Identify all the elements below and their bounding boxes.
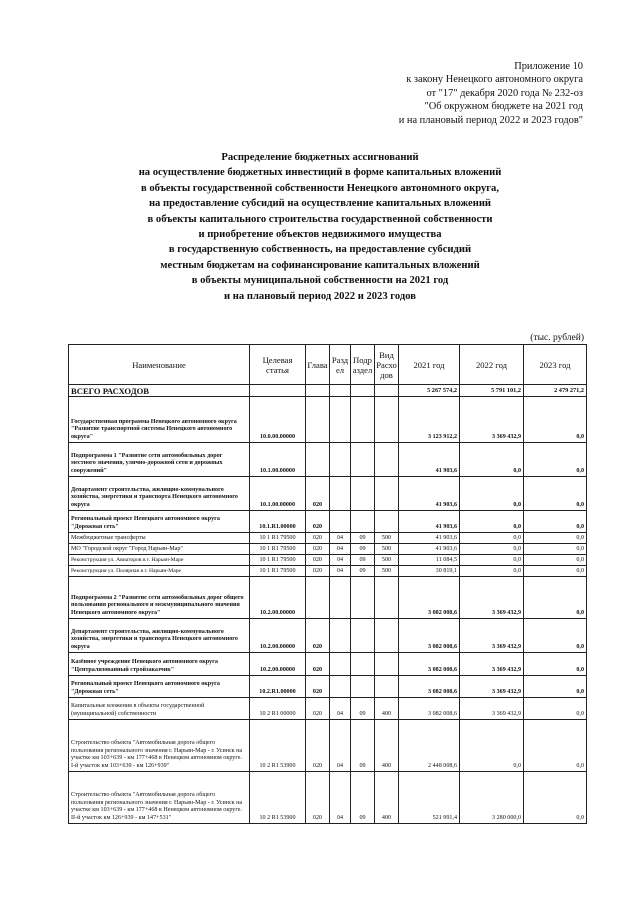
- cell-podrazdel: 09: [351, 720, 375, 772]
- cell-target: 10 2 R1 53900: [250, 720, 306, 772]
- cell-2023: 0,0: [524, 555, 587, 566]
- cell-target: 10 1 R1 79500: [250, 566, 306, 577]
- cell-name: Капитальные вложения в объекты государственной (муниципальной) собственности: [69, 698, 250, 720]
- cell-vid: [375, 653, 399, 676]
- cell-name: ВСЕГО РАСХОДОВ: [69, 385, 250, 397]
- title-line: и на плановый период 2022 и 2023 годов: [224, 290, 416, 302]
- table-row: [69, 544, 587, 555]
- cell-vid: 400: [375, 698, 399, 720]
- cell-2021: 3 082 008,6: [399, 698, 460, 720]
- cell-glava: [306, 443, 330, 477]
- cell-vid: [375, 619, 399, 653]
- table-row: [69, 385, 587, 397]
- cell-podrazdel: [351, 619, 375, 653]
- header-razdel: Разд ел: [330, 345, 351, 385]
- header-podrazdel: Подр аздел: [351, 345, 375, 385]
- table-row: [69, 443, 587, 477]
- cell-name: Департамент строительства, жилищно-коммунального хозяйства, энергетики и транспорта Ненецкого автономного округа: [69, 477, 250, 511]
- cell-2022: 3 369 432,9: [460, 653, 524, 676]
- table-row: [69, 698, 587, 720]
- cell-2022: 0,0: [460, 566, 524, 577]
- cell-vid: [375, 477, 399, 511]
- cell-2023: 2 479 271,2: [524, 385, 587, 397]
- header-2022: 2022 год: [460, 345, 524, 385]
- table-row: [69, 555, 587, 566]
- cell-2022: 3 369 432,9: [460, 676, 524, 698]
- cell-vid: [375, 443, 399, 477]
- cell-2022: 0,0: [460, 511, 524, 533]
- cell-name: Департамент строительства, жилищно-коммунального хозяйства, энергетики и транспорта Ненецкого автономного округа: [69, 619, 250, 653]
- cell-2023: 0,0: [524, 533, 587, 544]
- cell-podrazdel: [351, 676, 375, 698]
- cell-vid: [375, 511, 399, 533]
- cell-glava: 020: [306, 544, 330, 555]
- cell-target: 10.2.00.00000: [250, 577, 306, 619]
- title-line: Распределение бюджетных ассигнований: [221, 152, 419, 163]
- cell-2021: 3 082 008,6: [399, 653, 460, 676]
- cell-glava: [306, 385, 330, 397]
- header-target: Целевая статья: [250, 345, 306, 385]
- cell-name: Подпрограмма 1 "Развитие сети автомобильных дорог местного значения, улично-дорожной сети и дорожных сооружений": [69, 443, 250, 477]
- header-vid: Вид Расхо дов: [375, 345, 399, 385]
- document-title: [82, 150, 558, 304]
- cell-glava: 020: [306, 619, 330, 653]
- cell-2023: 0,0: [524, 619, 587, 653]
- cell-target: 10 1 R1 79500: [250, 555, 306, 566]
- cell-vid: 400: [375, 772, 399, 824]
- cell-2022: 0,0: [460, 555, 524, 566]
- cell-podrazdel: [351, 511, 375, 533]
- cell-podrazdel: 09: [351, 544, 375, 555]
- cell-vid: [375, 397, 399, 443]
- cell-glava: 020: [306, 720, 330, 772]
- cell-vid: [375, 385, 399, 397]
- cell-glava: [306, 577, 330, 619]
- cell-2021: 30 819,1: [399, 566, 460, 577]
- cell-name: Строительство объекта "Автомобильная дорога общего пользования регионального значения г. Нарьян-Мар - г. Усинск на участке км 103+639 - км 177+468 в Ненецком автономном округе. I-й участок км 103+639 - км 126+939": [69, 720, 250, 772]
- table-row: [69, 720, 587, 772]
- cell-glava: 020: [306, 698, 330, 720]
- cell-razdel: 04: [330, 555, 351, 566]
- cell-razdel: 04: [330, 544, 351, 555]
- cell-2022: 0,0: [460, 544, 524, 555]
- cell-glava: 020: [306, 477, 330, 511]
- cell-podrazdel: 09: [351, 533, 375, 544]
- cell-name: Региональный проект Ненецкого автономного округа "Дорожная сеть": [69, 511, 250, 533]
- appendix-line: к закону Ненецкого автономного округа: [406, 74, 583, 86]
- cell-target: 10.2.R1.00000: [250, 676, 306, 698]
- table-row: [69, 676, 587, 698]
- cell-podrazdel: [351, 577, 375, 619]
- cell-name: Подпрограмма 2 "Развитие сети автомобильных дорог общего пользования регионального и межмуниципального значения Ненецкого автономного округа": [69, 577, 250, 619]
- table-row: [69, 511, 587, 533]
- cell-2023: 0,0: [524, 720, 587, 772]
- title-line: в объекты государственной собственности Ненецкого автономного округа,: [141, 182, 499, 194]
- cell-razdel: [330, 397, 351, 443]
- cell-razdel: [330, 676, 351, 698]
- cell-glava: [306, 397, 330, 443]
- cell-2023: 0,0: [524, 544, 587, 555]
- cell-2021: 3 082 008,6: [399, 619, 460, 653]
- cell-glava: 020: [306, 566, 330, 577]
- cell-2022: 3 369 432,9: [460, 397, 524, 443]
- table-row: [69, 772, 587, 824]
- appendix-line: Приложение 10: [514, 61, 583, 72]
- appendix-line: от "17" декабря 2020 года № 232-оз: [426, 87, 583, 99]
- cell-2023: 0,0: [524, 653, 587, 676]
- header-2023: 2023 год: [524, 345, 587, 385]
- title-line: на предоставление субсидий на осуществление капитальных вложений: [148, 198, 492, 210]
- cell-2022: 0,0: [460, 533, 524, 544]
- appendix-reference: [343, 60, 583, 127]
- cell-razdel: [330, 443, 351, 477]
- cell-2023: 0,0: [524, 772, 587, 824]
- cell-glava: 020: [306, 772, 330, 824]
- table-row: [69, 653, 587, 676]
- cell-podrazdel: 09: [351, 555, 375, 566]
- title-line: на осуществление бюджетных инвестиций в форме капитальных вложений: [138, 167, 502, 179]
- cell-2021: 41 903,6: [399, 477, 460, 511]
- cell-vid: 500: [375, 555, 399, 566]
- cell-target: 10.0.00.00000: [250, 397, 306, 443]
- cell-podrazdel: 09: [351, 698, 375, 720]
- cell-2021: 5 267 574,2: [399, 385, 460, 397]
- cell-2021: 3 082 008,6: [399, 676, 460, 698]
- cell-target: 10.2.00.00000: [250, 653, 306, 676]
- cell-2022: 3 369 432,9: [460, 619, 524, 653]
- cell-2023: 0,0: [524, 676, 587, 698]
- cell-name: Реконструкция ул. Авиаторов в г. Нарьян-Маре: [69, 555, 250, 566]
- cell-podrazdel: [351, 653, 375, 676]
- cell-2022: 3 369 432,9: [460, 698, 524, 720]
- cell-razdel: [330, 385, 351, 397]
- title-line: в государственную собственность, на предоставление субсидий: [168, 244, 472, 256]
- cell-razdel: 04: [330, 698, 351, 720]
- cell-glava: 020: [306, 676, 330, 698]
- cell-2021: 3 123 912,2: [399, 397, 460, 443]
- cell-2021: 11 084,5: [399, 555, 460, 566]
- cell-glava: 020: [306, 555, 330, 566]
- units-label: (тыс. рублей): [530, 333, 584, 343]
- title-line: в объекты капитального строительства государственной собственности: [147, 213, 493, 225]
- table-row: [69, 619, 587, 653]
- table-row: [69, 577, 587, 619]
- cell-2021: 3 082 008,6: [399, 577, 460, 619]
- cell-podrazdel: [351, 385, 375, 397]
- cell-2022: 3 369 432,9: [460, 577, 524, 619]
- cell-name: Государственная программа Ненецкого автономного округа "Развитие транспортной системы Ненецкого автономного округа": [69, 397, 250, 443]
- table-header-row: [69, 345, 587, 385]
- cell-target: 10.1.00.00000: [250, 443, 306, 477]
- cell-name: Межбюджетные трансферты: [69, 533, 250, 544]
- header-glava: Глава: [306, 345, 330, 385]
- cell-name: Реконструкция ул. Полярная в г. Нарьян-Маре: [69, 566, 250, 577]
- appendix-line: и на плановый период 2022 и 2023 годов": [398, 114, 583, 126]
- table-row: [69, 477, 587, 511]
- cell-2023: 0,0: [524, 443, 587, 477]
- cell-target: 10.2.00.00000: [250, 619, 306, 653]
- cell-2023: 0,0: [524, 477, 587, 511]
- cell-2023: 0,0: [524, 511, 587, 533]
- cell-2022: 0,0: [460, 477, 524, 511]
- table-row: [69, 533, 587, 544]
- header-2021: 2021 год: [399, 345, 460, 385]
- cell-target: 10 2 R1 53900: [250, 772, 306, 824]
- cell-name: Региональный проект Ненецкого автономного округа "Дорожная сеть": [69, 676, 250, 698]
- cell-2023: 0,0: [524, 698, 587, 720]
- cell-vid: [375, 676, 399, 698]
- cell-target: 10 2 R1 00000: [250, 698, 306, 720]
- cell-2023: 0,0: [524, 566, 587, 577]
- cell-target: 10.1.00.00000: [250, 477, 306, 511]
- cell-2021: 521 991,4: [399, 772, 460, 824]
- cell-name: Казённое учреждение Ненецкого автономного округа "Централизованный стройзаказчик": [69, 653, 250, 676]
- cell-podrazdel: [351, 397, 375, 443]
- cell-2021: 41 903,6: [399, 533, 460, 544]
- cell-razdel: [330, 653, 351, 676]
- budget-table: [68, 344, 587, 824]
- appendix-line: "Об окружном бюджете на 2021 год: [424, 101, 583, 113]
- cell-glava: 020: [306, 653, 330, 676]
- cell-glava: 020: [306, 511, 330, 533]
- table-row: [69, 566, 587, 577]
- cell-razdel: 04: [330, 533, 351, 544]
- cell-target: 10 1 R1 79500: [250, 533, 306, 544]
- header-name: Наименование: [69, 345, 250, 385]
- cell-2022: 0,0: [460, 443, 524, 477]
- cell-name: Строительство объекта "Автомобильная дорога общего пользования регионального значения г. Нарьян-Мар - г. Усинск на участке км 103+639 - км 177+468 в Ненецком автономном округе. II-й участок км 126+939 - км 147+531": [69, 772, 250, 824]
- cell-razdel: 04: [330, 772, 351, 824]
- title-line: местным бюджетам на софинансирование капитальных вложений: [160, 259, 480, 271]
- cell-vid: 500: [375, 544, 399, 555]
- cell-name: МО "Городской округ "Город Нарьян-Мар": [69, 544, 250, 555]
- cell-razdel: 04: [330, 566, 351, 577]
- cell-vid: 500: [375, 566, 399, 577]
- cell-razdel: [330, 577, 351, 619]
- cell-2023: 0,0: [524, 577, 587, 619]
- cell-podrazdel: 09: [351, 566, 375, 577]
- cell-razdel: [330, 619, 351, 653]
- cell-podrazdel: [351, 443, 375, 477]
- cell-2022: 0,0: [460, 720, 524, 772]
- cell-2022: 3 280 000,0: [460, 772, 524, 824]
- cell-target: 10 1 R1 79500: [250, 544, 306, 555]
- cell-podrazdel: 09: [351, 772, 375, 824]
- cell-target: 10.1.R1.00000: [250, 511, 306, 533]
- cell-vid: 400: [375, 720, 399, 772]
- cell-2021: 41 903,6: [399, 443, 460, 477]
- cell-vid: 500: [375, 533, 399, 544]
- cell-2021: 2 448 008,6: [399, 720, 460, 772]
- cell-podrazdel: [351, 477, 375, 511]
- cell-razdel: [330, 477, 351, 511]
- cell-2021: 41 903,6: [399, 544, 460, 555]
- table-row: [69, 397, 587, 443]
- cell-razdel: [330, 511, 351, 533]
- cell-vid: [375, 577, 399, 619]
- cell-razdel: 04: [330, 720, 351, 772]
- cell-2023: 0,0: [524, 397, 587, 443]
- cell-target: [250, 385, 306, 397]
- cell-glava: 020: [306, 533, 330, 544]
- cell-2022: 5 791 101,2: [460, 385, 524, 397]
- cell-2021: 41 903,6: [399, 511, 460, 533]
- title-line: в объекты муниципальной собственности на 2021 год: [191, 275, 449, 287]
- title-line: и приобретение объектов недвижимого имущества: [198, 229, 442, 241]
